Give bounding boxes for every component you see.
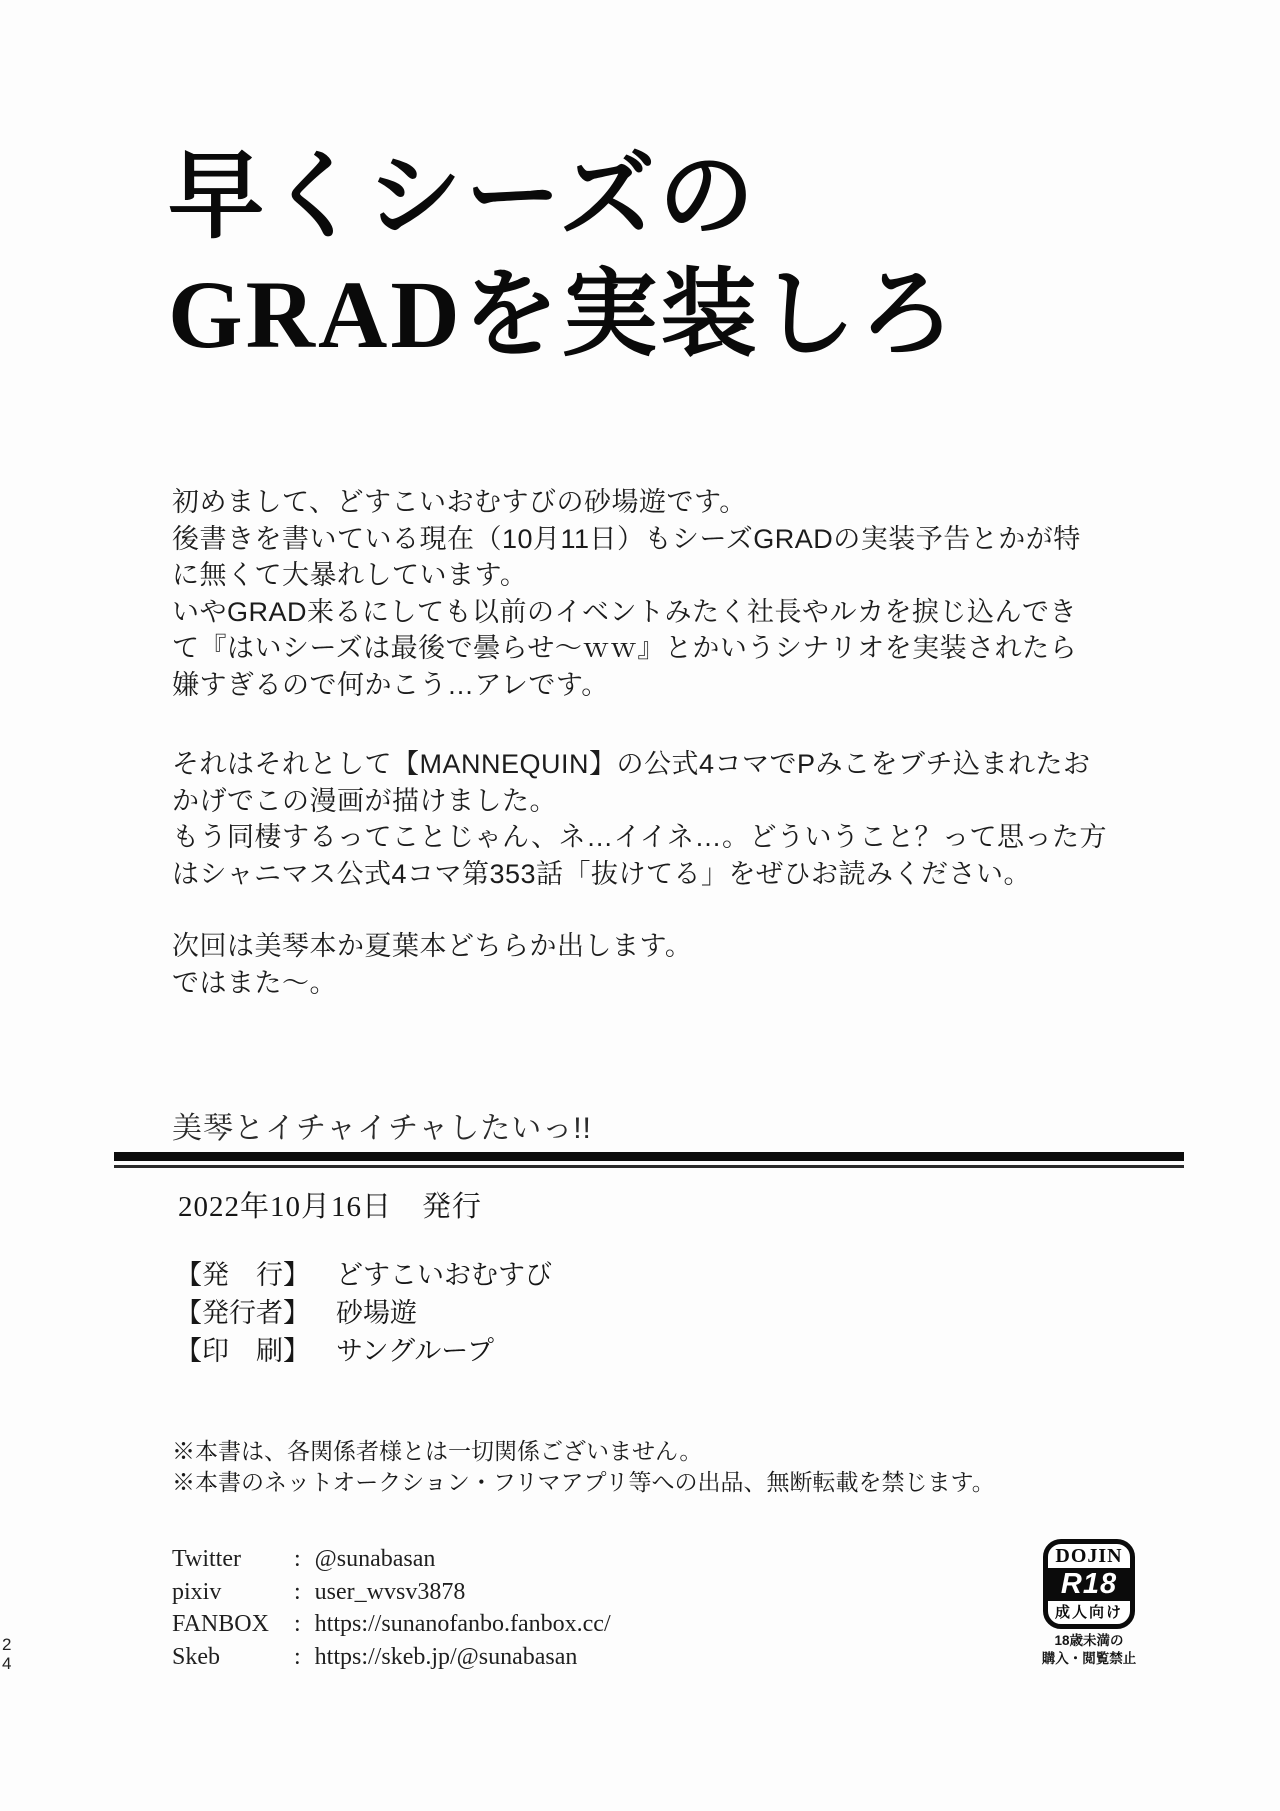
link-label: FANBOX xyxy=(172,1611,269,1637)
afterword-line: はシャニマス公式4コマ第353話「抜けてる」をぜひお読みください。 xyxy=(172,858,1032,889)
afterword-line: て『はいシーズは最後で曇らせ～ｗｗ』とかいうシナリオを実装されたら xyxy=(172,633,1078,663)
colophon-value: どすこいおむすび xyxy=(336,1260,552,1290)
badge-dojin-label: DOJIN xyxy=(1055,1545,1123,1567)
disclaimer-note: ※本書は、各関係者様とは一切関係ございません。 xyxy=(172,1439,703,1464)
afterword-line: 嫌すぎるので何かこう…アレです。 xyxy=(172,669,609,700)
afterword-line: もう同棲するってことじゃん、ネ…イイネ…。どういうこと？って思った方 xyxy=(172,822,1107,852)
divider-thin-rule xyxy=(114,1165,1184,1168)
disclaimer-notes xyxy=(172,1436,995,1498)
page-number-digit: 2 xyxy=(2,1635,12,1654)
link-separator: : xyxy=(294,1546,301,1572)
colophon-value: サングループ xyxy=(336,1336,494,1366)
divider-thick-rule xyxy=(114,1152,1184,1161)
link-separator: : xyxy=(294,1578,301,1605)
link-value: https://skeb.jp/@sunabasan xyxy=(314,1643,578,1670)
afterword-line: に無くて大暴れしています。 xyxy=(172,560,528,590)
link-value: user_wvsv3878 xyxy=(314,1578,466,1605)
book-title: 美琴とイチャイチャしたいっ!! xyxy=(172,1112,592,1145)
afterword-line: 初めまして、どすこいおむすびの砂場遊です。 xyxy=(172,487,747,517)
page-title-line-1: 早くシーズの xyxy=(168,143,758,250)
page-title xyxy=(168,138,958,374)
link-row-fanbox xyxy=(172,1608,611,1641)
disclaimer-note: ※本書のネットオークション・フリマアプリ等への出品、無断転載を禁じます。 xyxy=(172,1470,995,1495)
afterword-line: 後書きを書いている現在（10月11日）もシーズGRADの実装予告とかが特 xyxy=(172,523,1081,554)
link-label: pixiv xyxy=(172,1578,222,1605)
colophon-row-publisher xyxy=(175,1256,552,1294)
publication-date: 2022年10月16日 発行 xyxy=(178,1191,483,1223)
link-row-twitter xyxy=(172,1543,611,1576)
badge-r18-label: R18 xyxy=(1048,1568,1130,1601)
colophon-block xyxy=(175,1256,552,1370)
link-separator: : xyxy=(294,1611,301,1637)
colophon-label: 【発 行】 xyxy=(175,1260,310,1290)
afterword-paragraph-2 xyxy=(172,746,1107,892)
afterword-line: ではまた～。 xyxy=(172,967,337,998)
badge-caption-line-2: 購入・閲覧禁止 xyxy=(1041,1650,1137,1666)
colophon-label: 【印 刷】 xyxy=(175,1336,310,1366)
afterword-line: それはそれとして【MANNEQUIN】の公式4コマでPみこをブチ込まれたお xyxy=(172,749,1091,779)
link-value: https://sunanofanbo.fanbox.cc/ xyxy=(314,1611,611,1637)
page-title-line-2: GRADを実装しろ xyxy=(168,261,958,368)
afterword-line: いやGRAD来るにしても以前のイベントみたく社長やルカを捩じ込んでき xyxy=(172,596,1078,627)
r18-rating-badge xyxy=(1043,1539,1135,1629)
page-number xyxy=(2,1635,11,1673)
link-label: Twitter xyxy=(172,1546,241,1572)
colophon-value: 砂場遊 xyxy=(336,1298,417,1328)
colophon-label: 【発行者】 xyxy=(175,1298,310,1328)
colophon-row-printer xyxy=(175,1332,552,1370)
badge-caption xyxy=(1008,1632,1170,1667)
link-separator: : xyxy=(294,1643,301,1670)
link-value: @sunabasan xyxy=(314,1546,436,1572)
page-number-digit: 4 xyxy=(2,1654,12,1673)
badge-caption-line-1: 18歳未満の xyxy=(1054,1633,1124,1648)
badge-adult-label: 成人向け xyxy=(1054,1604,1123,1621)
link-label: Skeb xyxy=(172,1643,220,1670)
afterword-line: かげでこの漫画が描けました。 xyxy=(172,785,557,816)
social-links-list xyxy=(172,1543,611,1673)
afterword-paragraph-3 xyxy=(172,928,692,1001)
afterword-paragraph-1 xyxy=(172,484,1081,703)
colophon-row-author xyxy=(175,1294,552,1332)
link-row-skeb xyxy=(172,1641,611,1674)
link-row-pixiv xyxy=(172,1576,611,1609)
afterword-line: 次回は美琴本か夏葉本どちらか出します。 xyxy=(172,931,693,961)
